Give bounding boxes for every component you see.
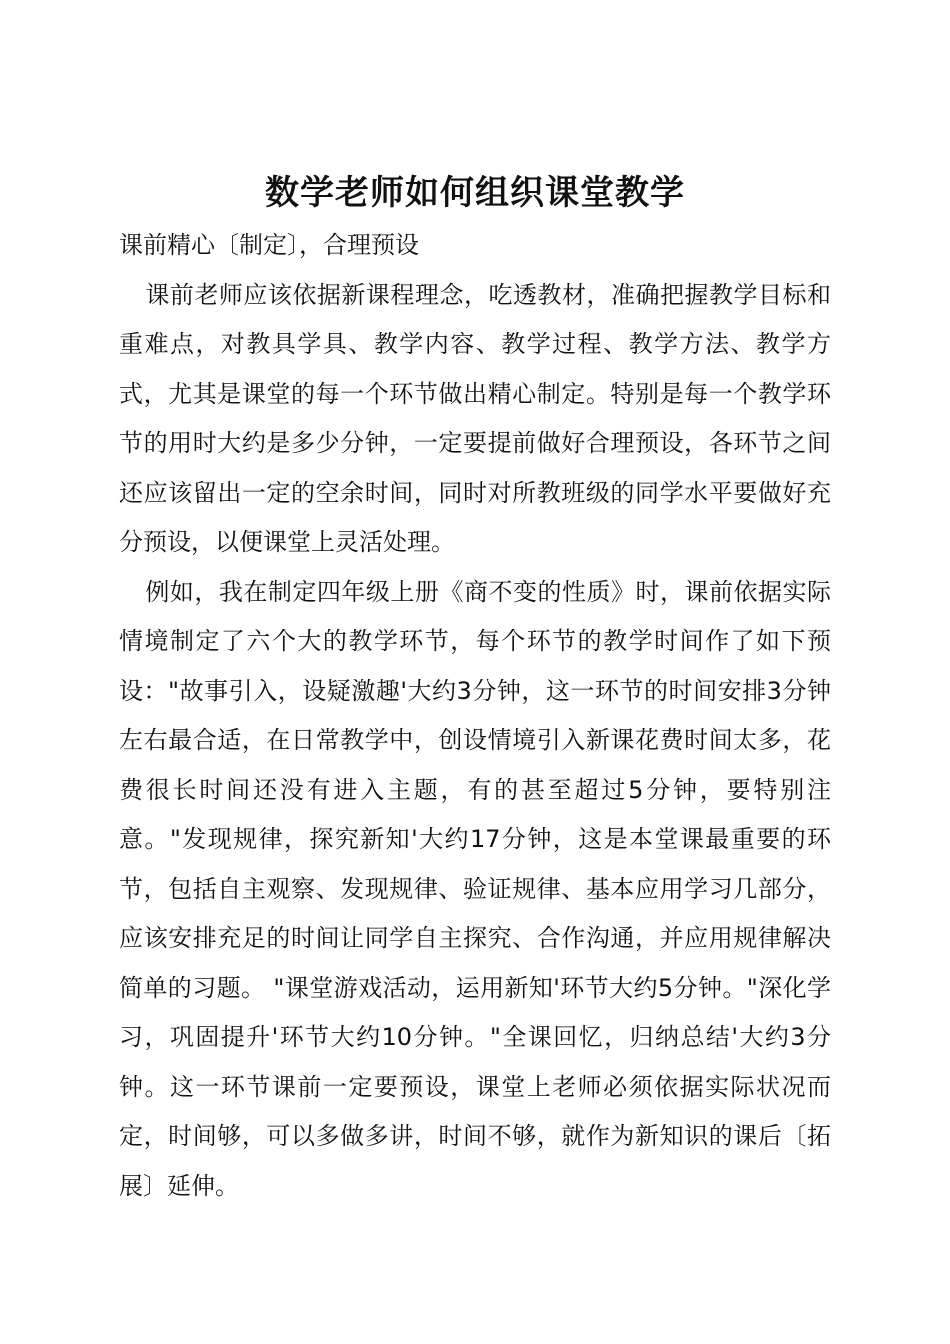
- document-title: 数学老师如何组织课堂教学: [265, 172, 685, 213]
- section-heading: 课前精心〔制定〕，合理预设: [119, 231, 419, 259]
- document-body: [119, 221, 831, 1211]
- paragraph-2: 例如，我在制定四年级上册《商不变的性质》时，课前依据实际情境制定了六个大的教学环节，每个环节的教学时间作了如下预设："故事引入，设疑激趣'大约3分钟，这一环节的时间安排3分钟左右最合适，在日常教学中，创设情境引入新课花费时间太多，花费很长时间还没有进入主题，有的甚至超过5分钟，要特别注意。"发现规律，探究新知'大约17分钟，这是本堂课最重要的环节，包括自主观察、发现规律、验证规律、基本应用学习几部分，应该安排充足的时间让同学自主探究、合作沟通，并应用规律解决简单的习题。 "课堂游戏活动，运用新知'环节大约5分钟。"深化学习，巩固提升'环节大约10分钟。"全课回忆，归纳总结'大约3分钟。这一环节课前一定要预设，课堂上老师必须依据实际状况而定，时间够，可以多做多讲，时间不够，就作为新知识的课后〔拓展〕延伸。: [119, 577, 831, 1200]
- paragraph-1: 课前老师应该依据新课程理念，吃透教材，准确把握教学目标和重难点，对教具学具、教学内容、教学过程、教学方法、教学方式，尤其是课堂的每一个环节做出精心制定。特别是每一个教学环节的用时大约是多少分钟，一定要提前做好合理预设，各环节之间还应该留出一定的空余时间，同时对所教班级的同学水平要做好充分预设，以便课堂上灵活处理。: [119, 280, 831, 556]
